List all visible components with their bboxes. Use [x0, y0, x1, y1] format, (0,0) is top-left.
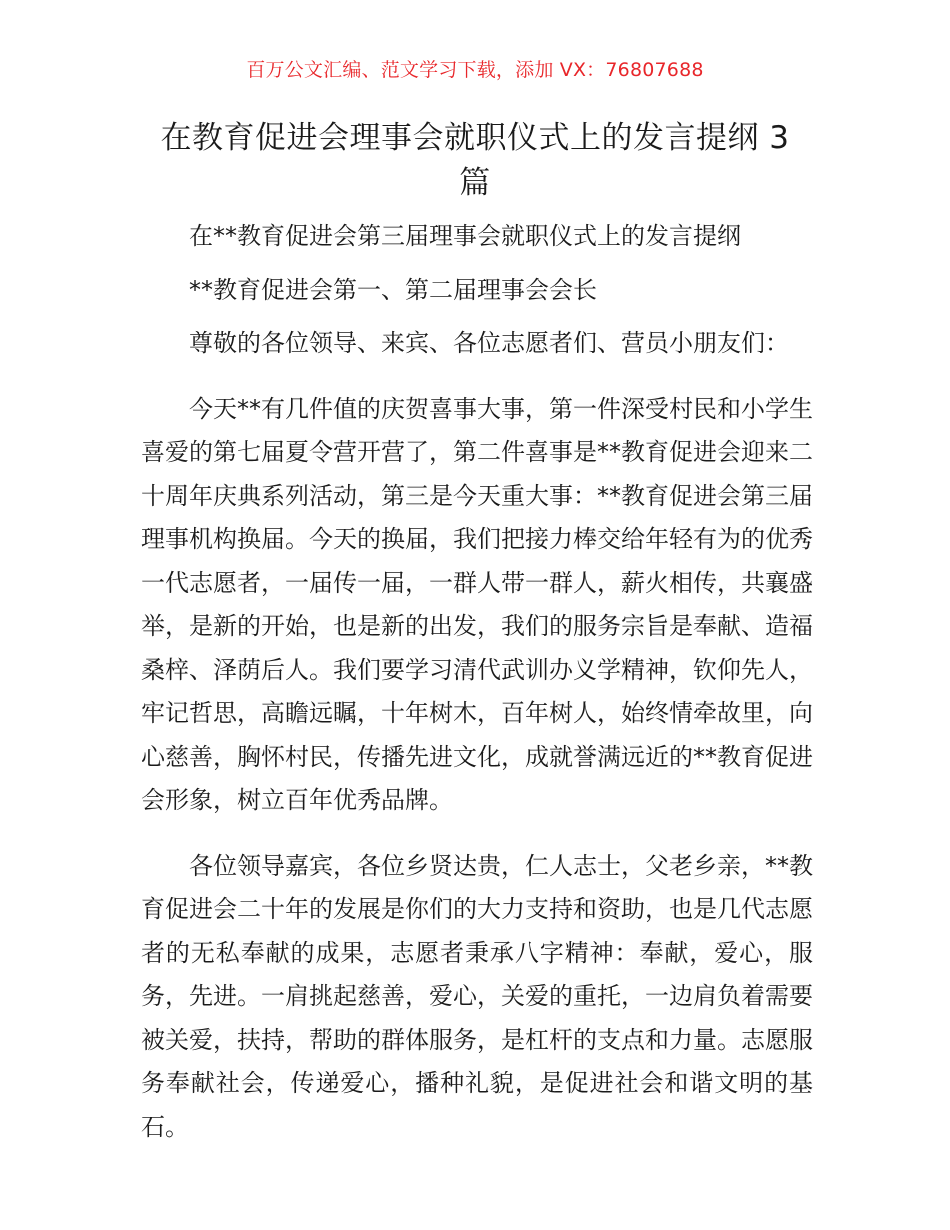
subtitle-paragraph: 在**教育促进会第三届理事会就职仪式上的发言提纲	[189, 222, 741, 250]
body-paragraph: 各位领导嘉宾，各位乡贤达贵，仁人志士，父老乡亲，**教育促进会二十年的发展是你们的大力支持和资助，也是几代志愿者的无私奉献的成果，志愿者秉承八字精神：奉献，爱心，服务，先进。一肩挑起慈善，爱心，关爱的重托，一边肩负着需要被关爱，扶持，帮助的群体服务，是杠杆的支点和力量。志愿服务奉献社会，传递爱心，播种礼貌，是促进社会和谐文明的基石。	[141, 851, 813, 1141]
document-title: 在教育促进会理事会就职仪式上的发言提纲 3 篇	[160, 120, 790, 201]
body-paragraph: 今天**有几件值的庆贺喜事大事，第一件深受村民和小学生喜爱的第七届夏令营开营了，第二件喜事是**教育促进会迎来二十周年庆典系列活动，第三是今天重大事：**教育促进会第三届理事机构换届。今天的换届，我们把接力棒交给年轻有为的优秀一代志愿者，一届传一届，一群人带一群人，薪火相传，共襄盛举，是新的开始，也是新的出发，我们的服务宗旨是奉献、造福桑梓、泽荫后人。我们要学习清代武训办义学精神，钦仰先人，牢记哲思，高瞻远瞩，十年树木，百年树人，始终情牵故里，向心慈善，胸怀村民，传播先进文化，成就誉满远近的**教育促进会形象，树立百年优秀品牌。	[141, 394, 813, 814]
salutation-paragraph: 尊敬的各位领导、来宾、各位志愿者们、营员小朋友们：	[189, 329, 789, 357]
document-body	[141, 215, 813, 1171]
speaker-paragraph: **教育促进会第一、第二届理事会会长	[189, 275, 597, 304]
header-banner: 百万公文汇编、范文学习下载，添加 VX：76807688	[246, 59, 704, 81]
